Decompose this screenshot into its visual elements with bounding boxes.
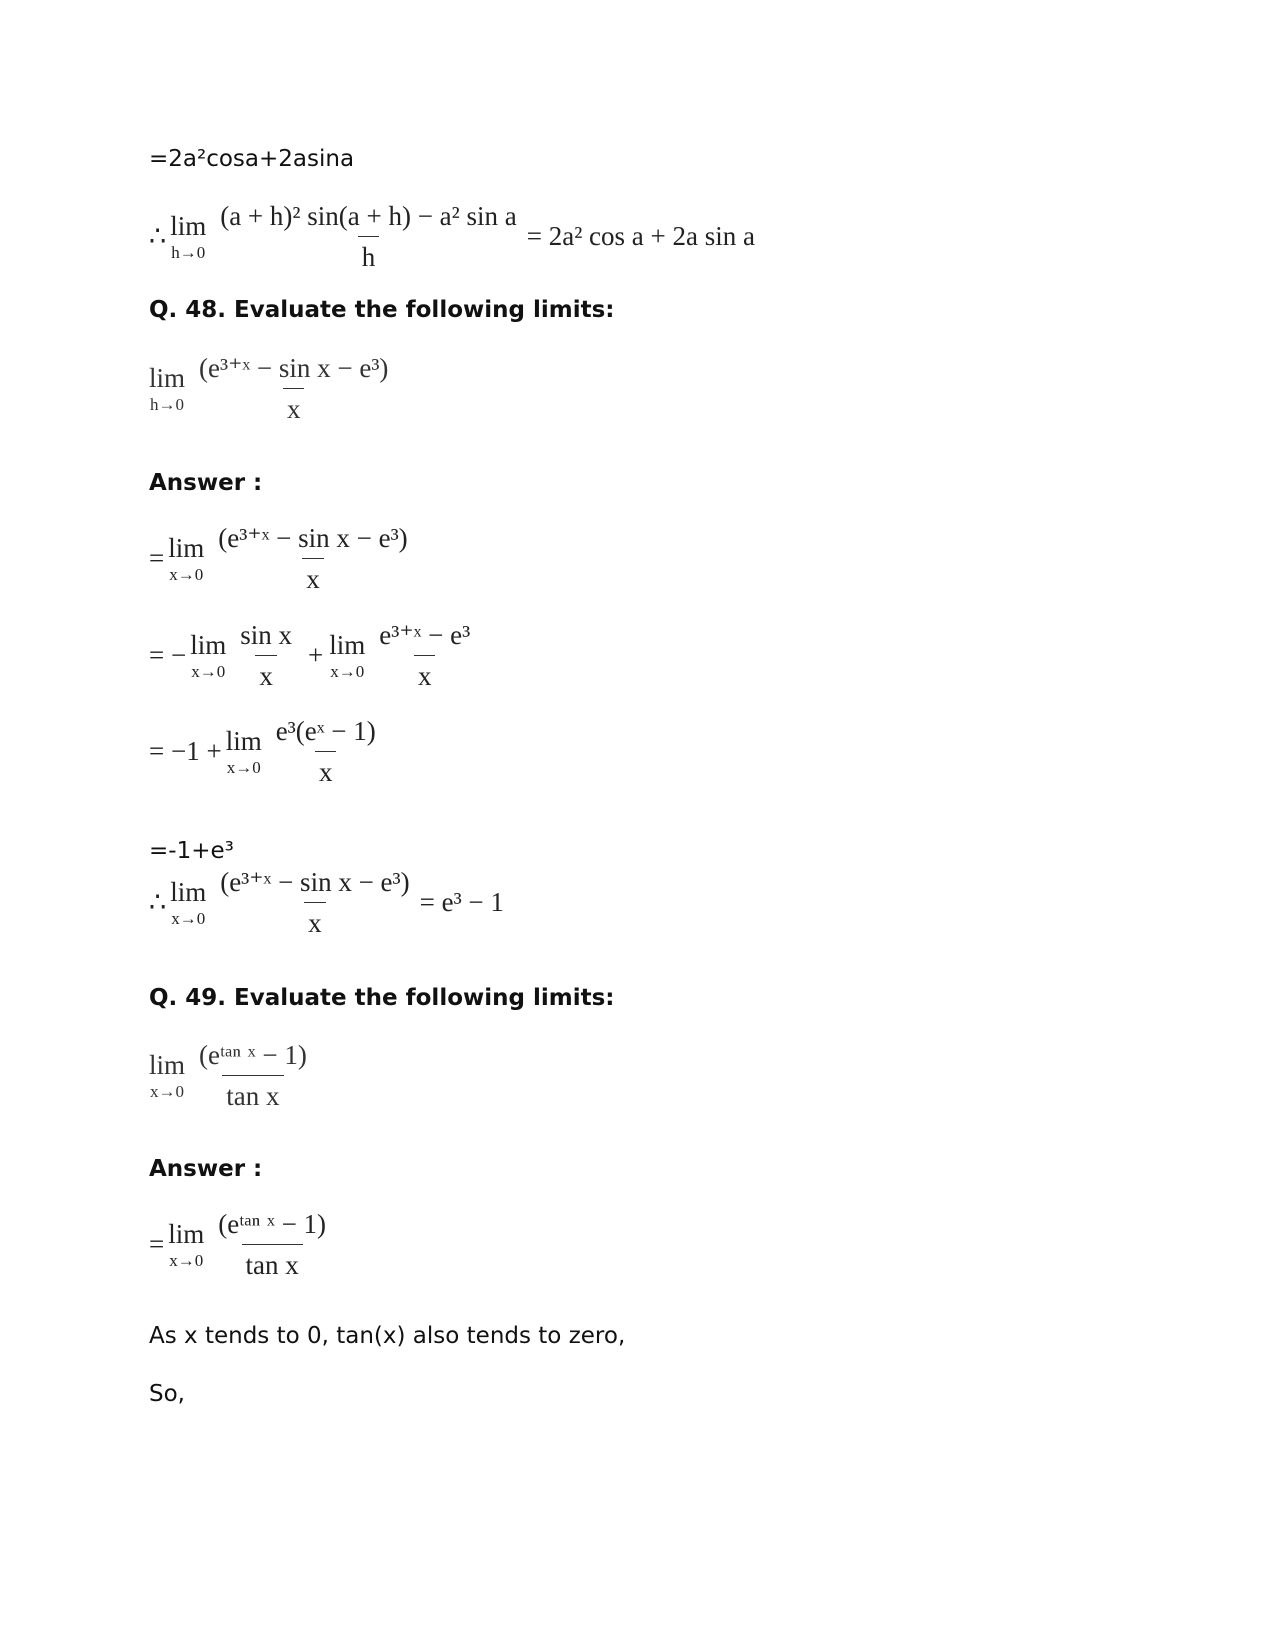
limit-operator: lim x→0: [149, 1049, 186, 1101]
limit-operator: lim x→0: [168, 1218, 205, 1270]
denominator: x: [302, 558, 324, 593]
fraction: [214, 524, 411, 594]
fraction: [195, 1041, 311, 1111]
solution-step: = −1 + lim x→0 $\frac{\text{e³(eˣ − 1)}}{x}$: [149, 717, 386, 787]
therefore-symbol: ∴: [149, 221, 167, 252]
numerator: e³(eˣ − 1): [275, 716, 376, 746]
fraction: [216, 868, 413, 938]
limit-operator: lim x→0: [170, 876, 207, 928]
solution-step: = lim x→0 $\frac{\text{(eᵗᵃⁿ ˣ − 1)}}{\text{tan x}}$: [149, 1210, 336, 1280]
numerator: (e³⁺ˣ − sin x − e³): [218, 523, 408, 553]
explanation-line: As x tends to 0, tan(x) also tends to zero,: [149, 1323, 626, 1349]
numerator: (eᵗᵃⁿ ˣ − 1): [199, 1040, 307, 1070]
denominator: tan x: [242, 1244, 303, 1279]
numerator: sin x: [240, 620, 292, 650]
numerator: (e³⁺ˣ − sin x − e³): [199, 353, 389, 383]
numerator: (e³⁺ˣ − sin x − e³): [220, 867, 410, 897]
fraction: [214, 1210, 330, 1280]
limit-operator: lim x→0: [190, 629, 227, 681]
limit-operator: lim x→0: [329, 629, 366, 681]
fraction: [236, 621, 296, 691]
limit-operator: lim x→0: [225, 725, 262, 777]
question-expression: [149, 354, 398, 424]
rhs: = e³ − 1: [419, 887, 504, 918]
denominator: x: [283, 388, 305, 423]
solution-step: = lim x→0 $\frac{\text{(e³⁺ˣ − sin x − e³)}}{x}$: [149, 524, 418, 594]
answer-label: Answer :: [149, 470, 263, 496]
result-equation: [149, 202, 755, 272]
denominator: x: [315, 751, 337, 786]
limit-operator: lim h→0: [170, 210, 207, 262]
limit-operator: lim x→0: [168, 532, 205, 584]
answer-label: Answer :: [149, 1156, 263, 1182]
rhs: = 2a² cos a + 2a sin a: [526, 221, 755, 252]
denominator: x: [304, 902, 326, 937]
result-equation: ∴ lim x→0 $\frac{\text{(e³⁺ˣ − sin x − e³)}}{x}$ = e³ − 1: [149, 867, 504, 939]
question-heading: Q. 48. Evaluate the following limits:: [149, 297, 615, 323]
question-expression: [149, 1041, 317, 1111]
denominator: x: [255, 655, 277, 690]
solution-line: =-1+e³: [149, 838, 234, 864]
fraction: [195, 354, 392, 424]
denominator: tan x: [222, 1075, 283, 1110]
result-line: =2a²cosa+2asina: [149, 146, 355, 172]
numerator: (a + h)² sin(a + h) − a² sin a: [220, 201, 517, 231]
denominator: h: [358, 236, 380, 271]
solution-step: = − lim x→0 $\frac{\text{sin x}}{x}$ + lim x→0 $\frac{\text{e³⁺ˣ − e³}}{x}$: [149, 621, 480, 691]
numerator: e³⁺ˣ − e³: [379, 620, 471, 650]
fraction: [272, 717, 380, 787]
numerator: (eᵗᵃⁿ ˣ − 1): [218, 1209, 327, 1239]
fraction: [216, 202, 521, 272]
explanation-line: So,: [149, 1381, 185, 1407]
limit-operator: lim h→0: [149, 362, 186, 414]
denominator: x: [414, 655, 436, 690]
question-heading: Q. 49. Evaluate the following limits:: [149, 985, 615, 1011]
fraction: [375, 621, 474, 691]
